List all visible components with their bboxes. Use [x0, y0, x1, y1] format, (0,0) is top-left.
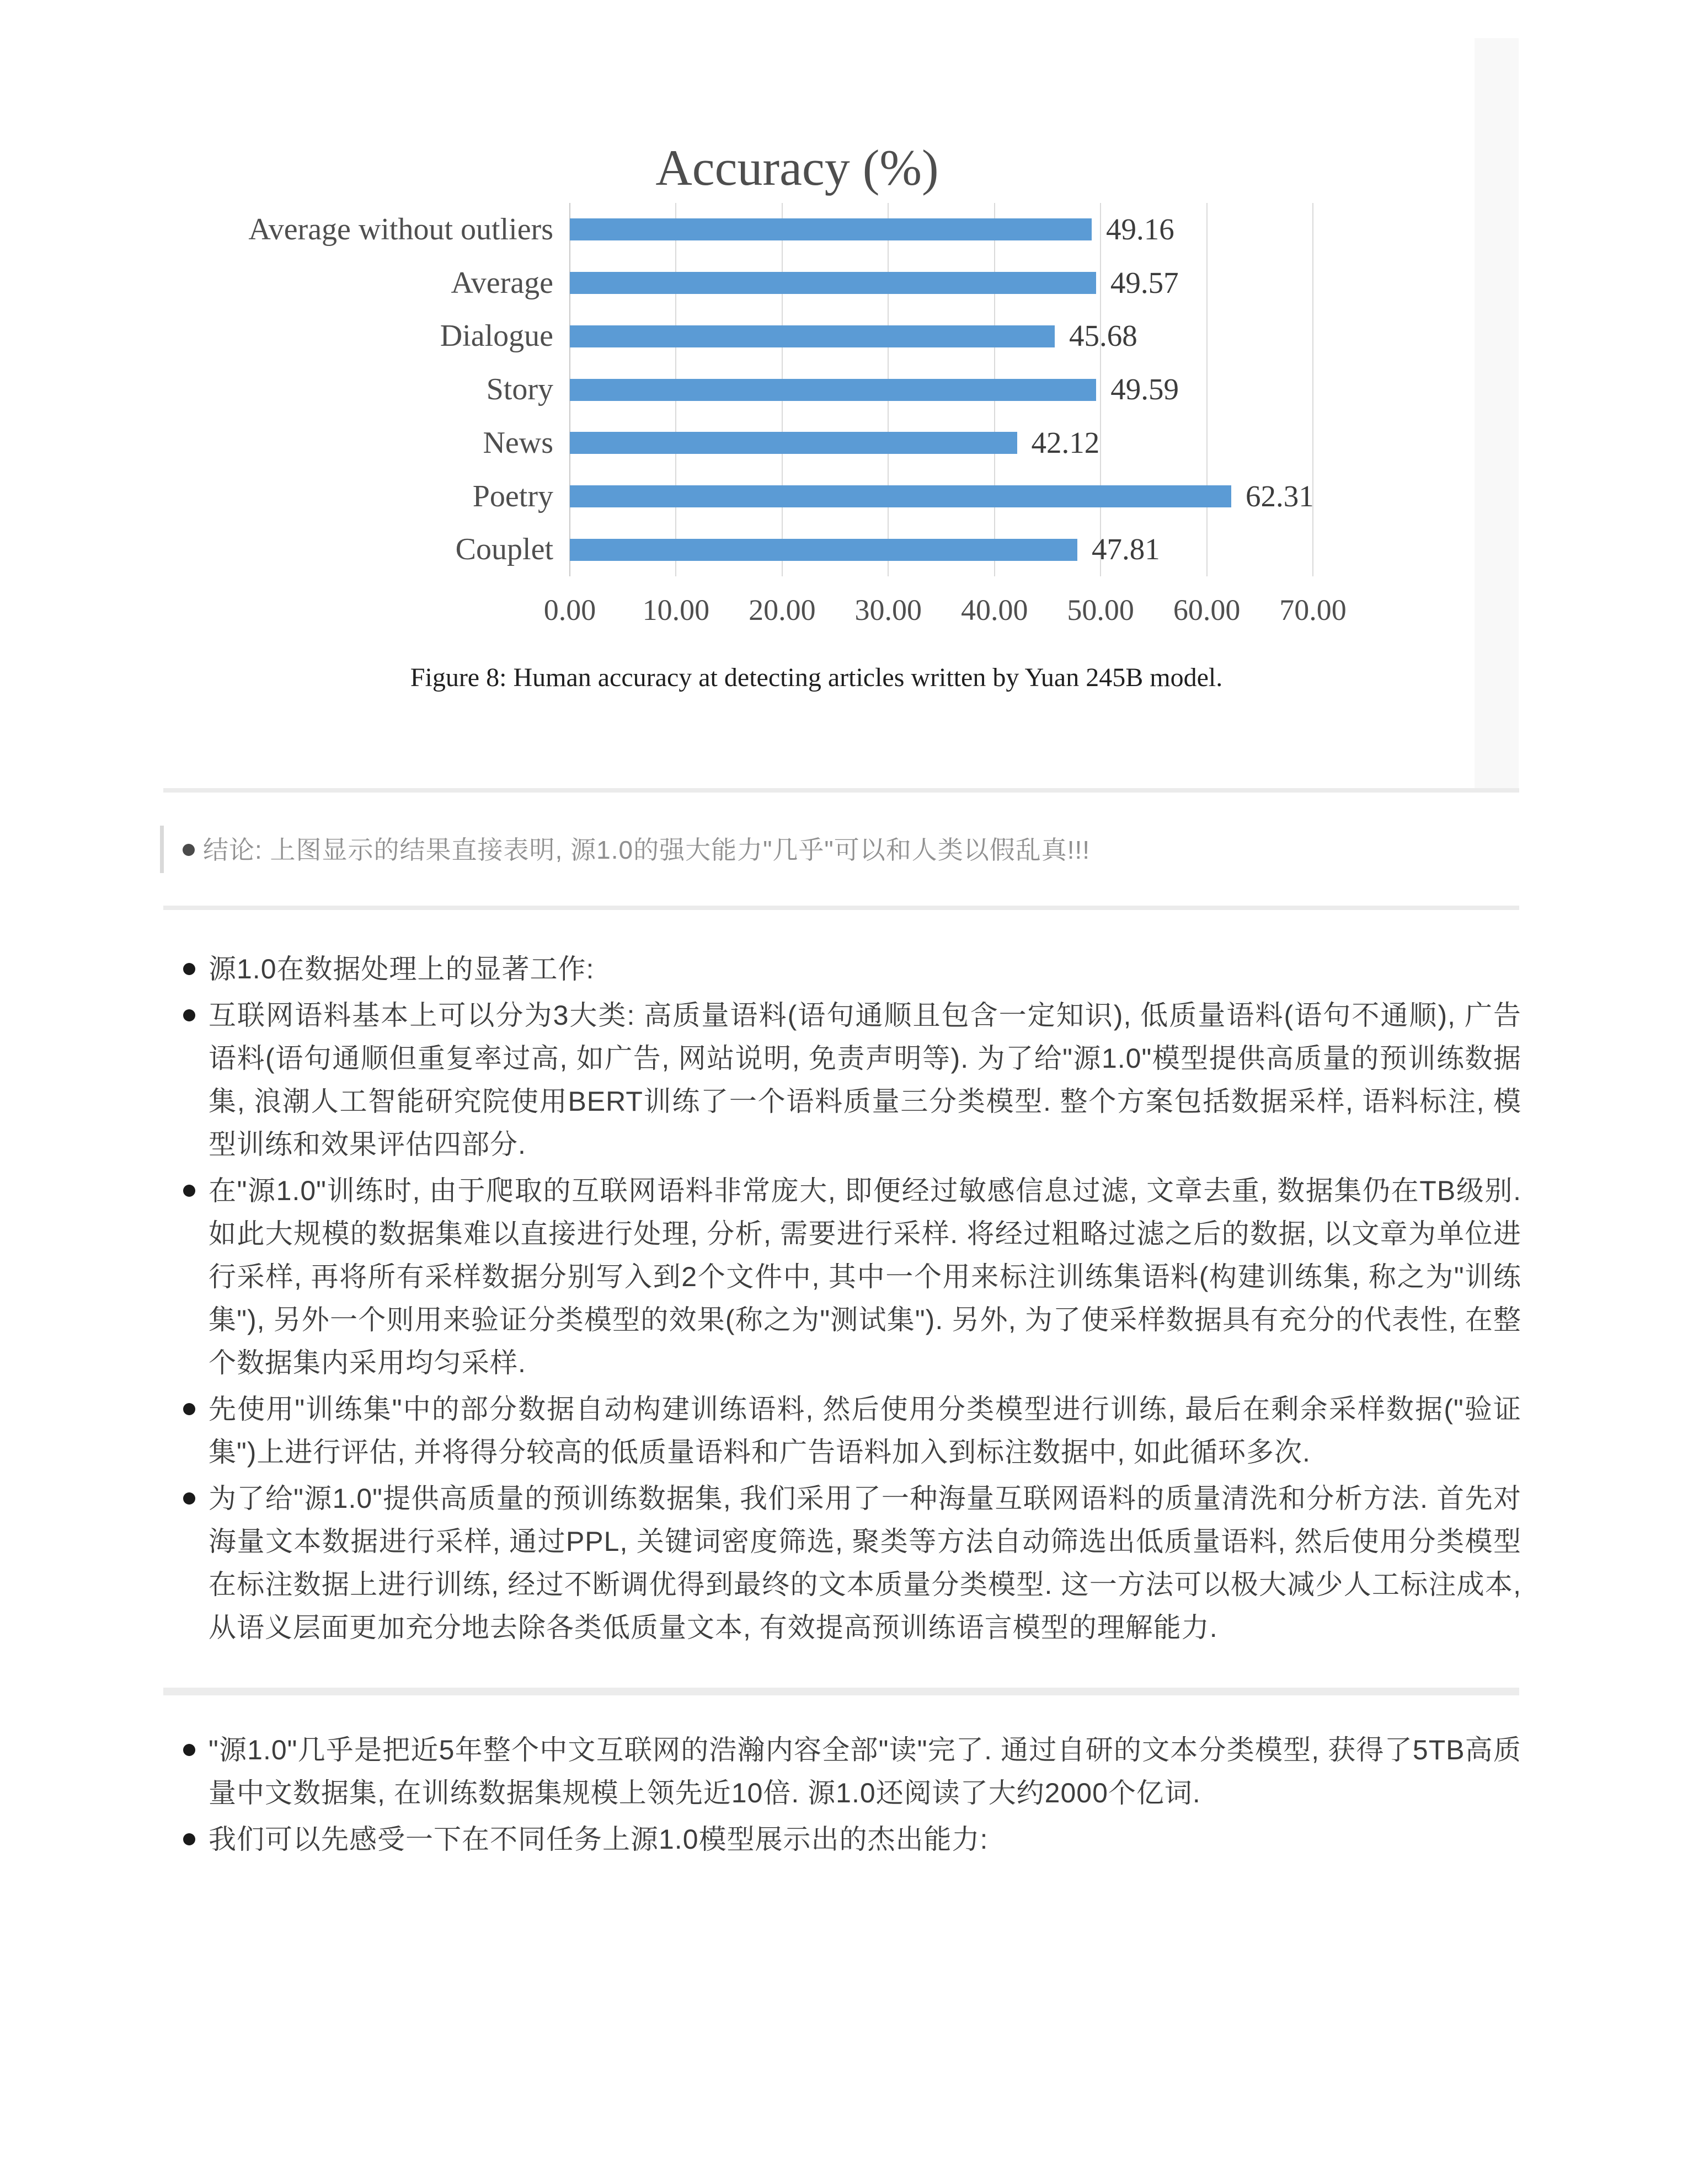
horizontal-rule-top	[163, 788, 1519, 793]
bar	[570, 432, 1017, 454]
list-item: 源1.0在数据处理上的显著工作:	[163, 948, 1521, 991]
category-label: Poetry	[472, 479, 553, 513]
list-item: "源1.0"几乎是把近5年整个中文互联网的浩瀚内容全部"读"完了. 通过自研的文本分类模型, 获得了5TB高质量中文数据集, 在训练数据集规模上领先近10倍. 源1.0还阅读了大约2000个亿词.	[163, 1728, 1521, 1814]
x-tick-label: 10.00	[642, 593, 710, 627]
bar-value-label: 45.68	[1069, 319, 1137, 353]
category-label: Average	[451, 265, 553, 300]
bar	[570, 379, 1096, 401]
bar	[570, 272, 1096, 294]
x-tick-label: 70.00	[1279, 593, 1347, 627]
bullet-icon	[183, 844, 195, 856]
bar	[570, 539, 1077, 561]
bar-value-label: 49.57	[1110, 265, 1179, 299]
chart-title: Accuracy (%)	[655, 140, 939, 196]
category-label: Story	[486, 372, 553, 407]
bar	[570, 485, 1231, 507]
bar-value-label: 42.12	[1031, 425, 1100, 459]
x-tick-label: 0.00	[543, 593, 596, 627]
x-tick-label: 60.00	[1173, 593, 1241, 627]
quote-text: 结论: 上图显示的结果直接表明, 源1.0的强大能力"几乎"可以和人类以假乱真!!!	[203, 836, 1091, 864]
plot-area	[248, 203, 1347, 627]
list-item: 先使用"训练集"中的部分数据自动构建训练语料, 然后使用分类模型进行训练, 最后在剩余采样数据("验证集")上进行评估, 并将得分较高的低质量语料和广告语料加入到标注数据中, 如此循环多次.	[163, 1388, 1521, 1474]
list-item: 我们可以先感受一下在不同任务上源1.0模型展示出的杰出能力:	[163, 1818, 1521, 1861]
grid-line	[1100, 203, 1101, 576]
grid-line	[1206, 203, 1208, 576]
x-tick-label: 20.00	[749, 593, 816, 627]
category-label: Dialogue	[440, 319, 553, 354]
bullet-list-secondary	[163, 1728, 1521, 1864]
x-tick-label: 40.00	[960, 593, 1028, 627]
horizontal-rule-bottom	[163, 906, 1519, 910]
quote-left-bar	[160, 826, 164, 873]
bar-value-label: 62.31	[1246, 479, 1314, 513]
figure-edge-strip	[1475, 38, 1519, 789]
bar-value-label: 49.16	[1105, 212, 1174, 246]
category-label: Average without outliers	[248, 212, 553, 247]
bar	[570, 218, 1092, 240]
section-divider	[163, 1688, 1519, 1695]
x-tick-label: 30.00	[854, 593, 922, 627]
figure-caption: Figure 8: Human accuracy at detecting articles written by Yuan 245B model.	[410, 663, 1223, 692]
list-item: 为了给"源1.0"提供高质量的预训练数据集, 我们采用了一种海量互联网语料的质量清洗和分析方法. 首先对海量文本数据进行采样, 通过PPL, 关键词密度筛选, 聚类等方法自动筛选出低质量语料, 然后使用分类模型在标注数据上进行训练, 经过不断调优得到最终的文本质量分类模型. 这一方法可以极大减少人工标注成本, 从语义层面更加充分地去除各类低质量文本, 有效提高预训练语言模型的理解能力.	[163, 1477, 1521, 1649]
list-item: 互联网语料基本上可以分为3大类: 高质量语料(语句通顺且包含一定知识), 低质量语料(语句不通顺), 广告语料(语句通顺但重复率过高, 如广告, 网站说明, 免责声明等). 为了给"源1.0"模型提供高质量的预训练数据集, 浪潮人工智能研究院使用BERT训练了一个语料质量三分类模型. 整个方案包括数据采样, 语料标注, 模型训练和效果评估四部分.	[163, 994, 1521, 1166]
x-tick-label: 50.00	[1067, 593, 1134, 627]
bar-value-label: 47.81	[1092, 532, 1160, 566]
figure-image	[165, 38, 1519, 789]
bar-value-label: 49.59	[1110, 372, 1179, 406]
bar	[570, 325, 1055, 347]
category-label: News	[483, 425, 553, 460]
bullet-list-primary	[163, 948, 1521, 1652]
list-item: 在"源1.0"训练时, 由于爬取的互联网语料非常庞大, 即便经过敏感信息过滤, 文章去重, 数据集仍在TB级别. 如此大规模的数据集难以直接进行处理, 分析, 需要进行采样. 将经过粗略过滤之后的数据, 以文章为单位进行采样, 再将所有采样数据分别写入到2个文件中, 其中一个用来标注训练集语料(构建训练集, 称之为"训练集"), 另外一个则用来验证分类模型的效果(称之为"测试集"). 另外, 为了使采样数据具有充分的代表性, 在整个数据集内采用均匀采样.	[163, 1169, 1521, 1384]
category-label: Couplet	[455, 532, 553, 567]
